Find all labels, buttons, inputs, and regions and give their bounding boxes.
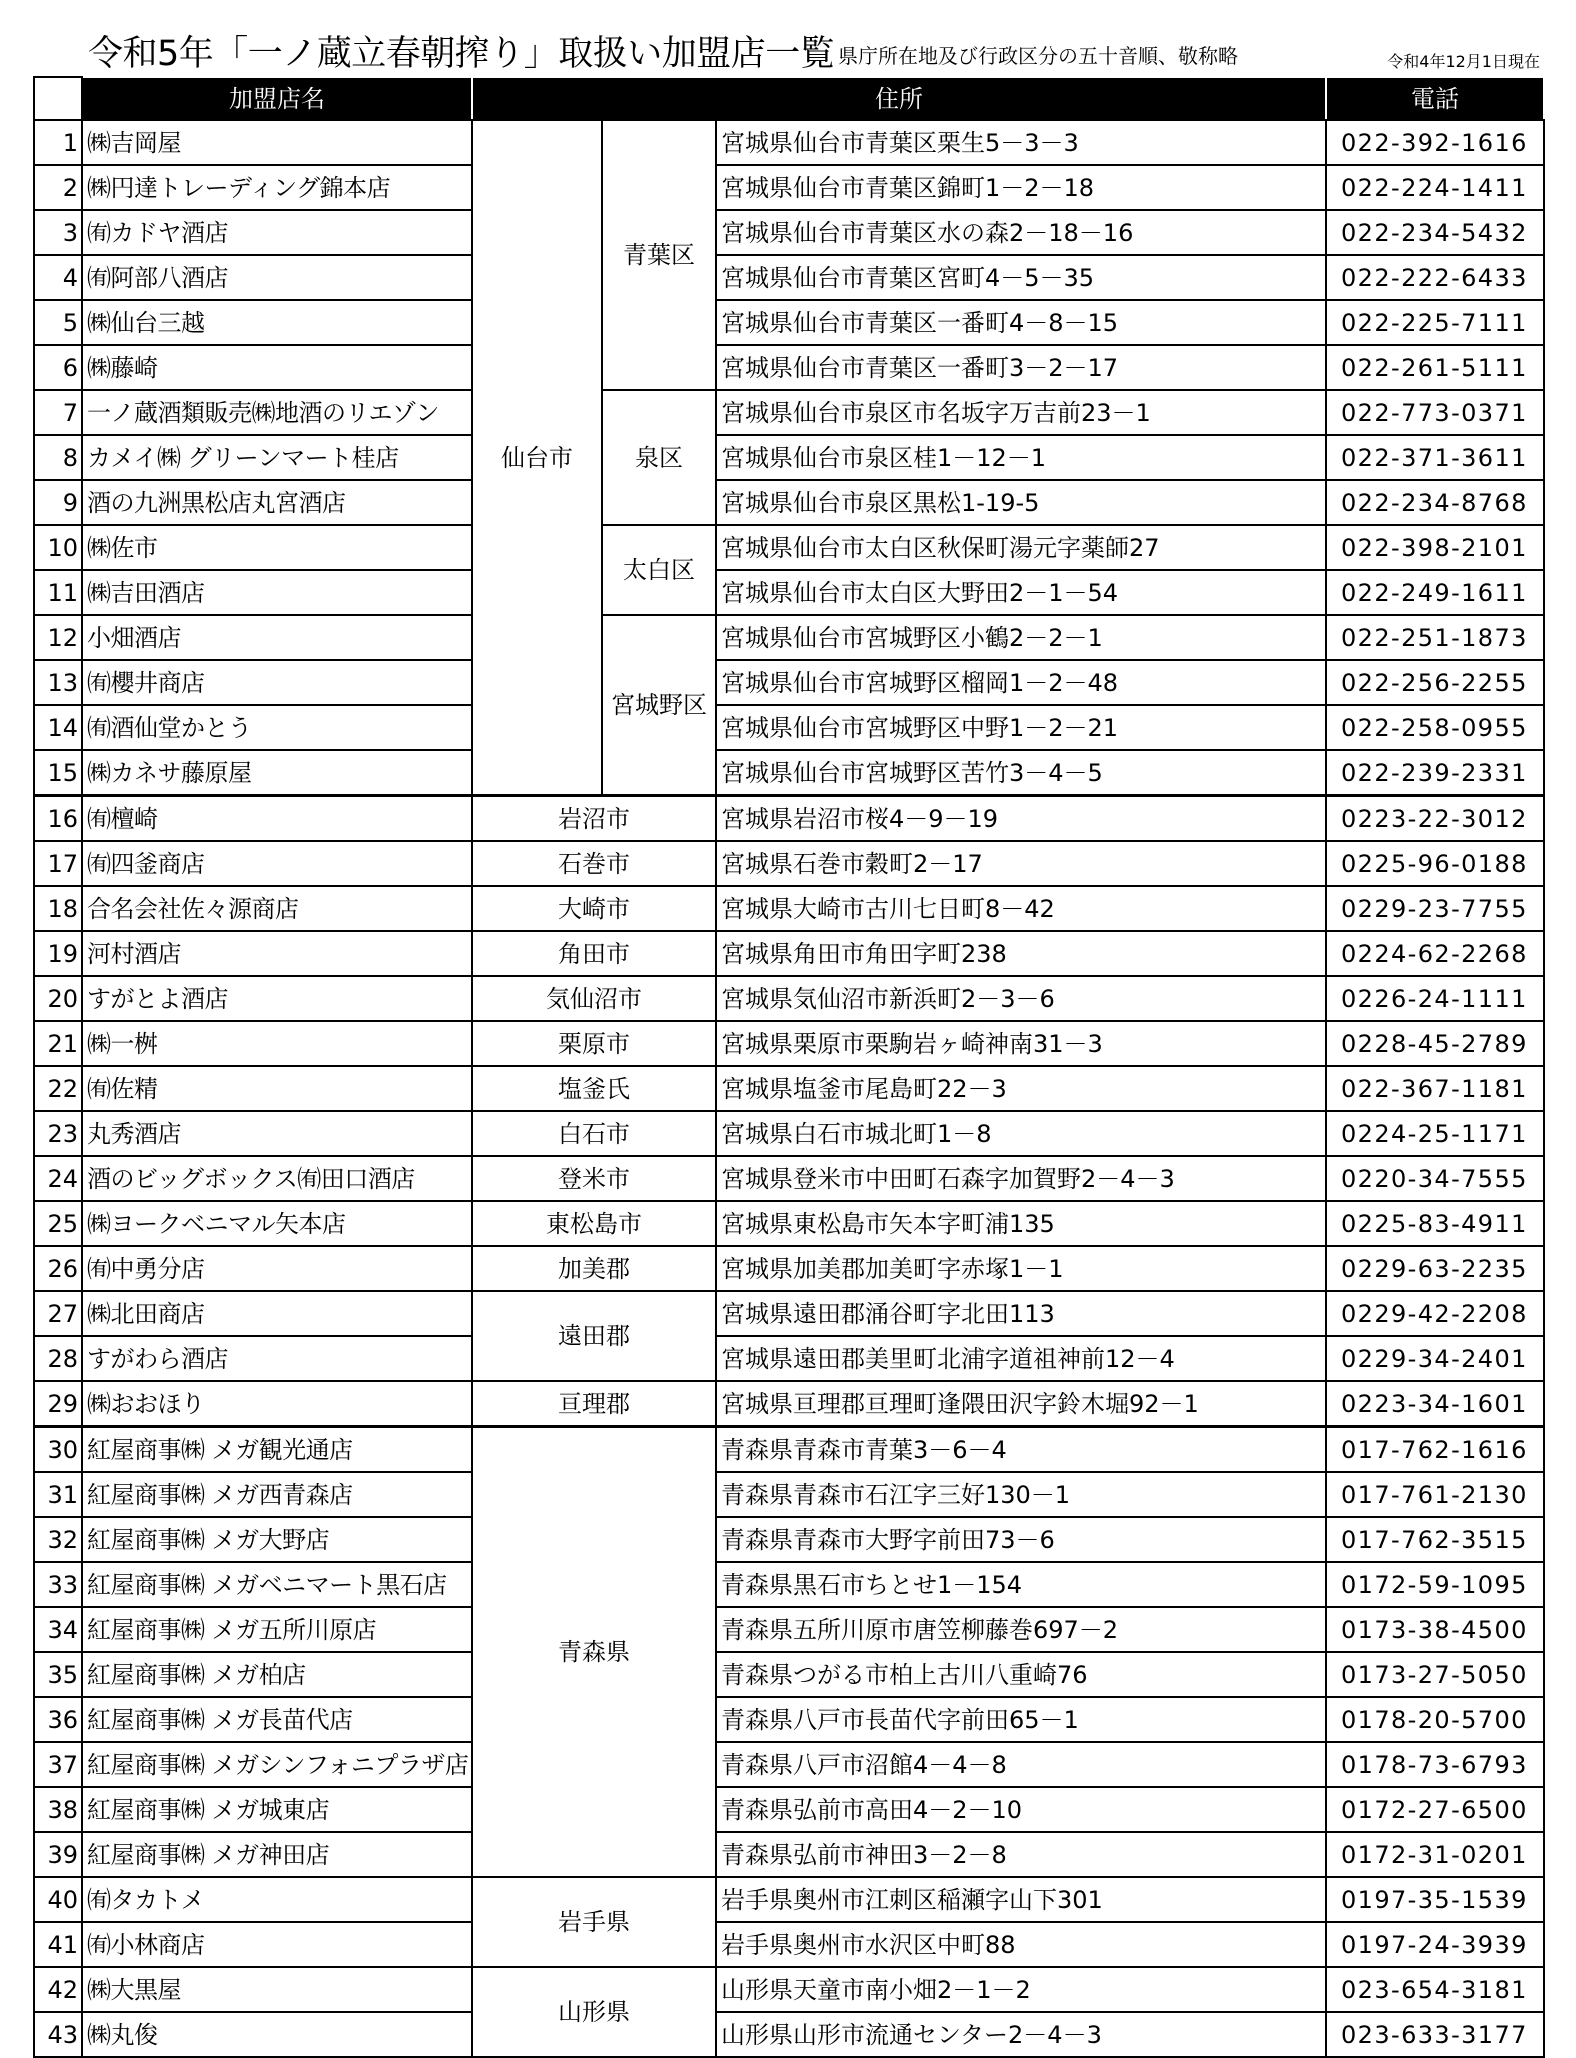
row-number: 22 — [34, 1066, 82, 1111]
row-number: 38 — [34, 1787, 82, 1832]
header-phone: 電話 — [1326, 77, 1544, 120]
row-number: 28 — [34, 1336, 82, 1381]
row-number: 39 — [34, 1832, 82, 1877]
table-row — [34, 1607, 1544, 1652]
row-number: 6 — [34, 345, 82, 390]
store-name: ㈲酒仙堂かとう — [82, 705, 472, 750]
store-address: 宮城県仙台市太白区大野田2－1－54 — [716, 570, 1326, 615]
store-name: ㈱一桝 — [82, 1021, 472, 1066]
store-name: ㈲檀崎 — [82, 796, 472, 842]
store-address: 宮城県仙台市宮城野区苦竹3－4－5 — [716, 750, 1326, 796]
store-address: 宮城県石巻市穀町2－17 — [716, 841, 1326, 886]
store-phone: 0225-83-4911 — [1326, 1201, 1544, 1246]
store-phone: 022-367-1181 — [1326, 1066, 1544, 1111]
store-phone: 022-392-1616 — [1326, 120, 1544, 165]
row-number: 30 — [34, 1427, 82, 1473]
store-address: 宮城県気仙沼市新浜町2－3－6 — [716, 976, 1326, 1021]
table-row — [34, 525, 1544, 570]
table-row — [34, 165, 1544, 210]
sort-note: 県庁所在地及び行政区分の五十音順、敬称略 — [838, 44, 1238, 68]
row-number: 42 — [34, 1967, 82, 2012]
store-address: 宮城県仙台市太白区秋保町湯元字薬師27 — [716, 525, 1326, 570]
store-address: 宮城県角田市角田字町238 — [716, 931, 1326, 976]
store-address: 宮城県仙台市泉区市名坂字万吉前23－1 — [716, 390, 1326, 435]
store-phone: 0220-34-7555 — [1326, 1156, 1544, 1201]
store-address: 宮城県遠田郡美里町北浦字道祖神前12－4 — [716, 1336, 1326, 1381]
store-name: 紅屋商事㈱ メガ観光通店 — [82, 1427, 472, 1473]
table-header-row — [34, 77, 1544, 120]
row-number: 15 — [34, 750, 82, 796]
store-phone: 0172-31-0201 — [1326, 1832, 1544, 1877]
store-name: 紅屋商事㈱ メガ城東店 — [82, 1787, 472, 1832]
store-phone: 022-371-3611 — [1326, 435, 1544, 480]
area-cell: 太白区 — [602, 525, 716, 615]
store-name: ㈱大黒屋 — [82, 1967, 472, 2012]
store-phone: 017-762-3515 — [1326, 1517, 1544, 1562]
table-row — [34, 1967, 1544, 2012]
row-number: 23 — [34, 1111, 82, 1156]
store-address: 宮城県岩沼市桜4－9－19 — [716, 796, 1326, 842]
table-row — [34, 976, 1544, 1021]
store-name: 紅屋商事㈱ メガ大野店 — [82, 1517, 472, 1562]
area-cell: 石巻市 — [472, 841, 716, 886]
store-name: ㈱円達トレーディング錦本店 — [82, 165, 472, 210]
store-phone: 022-234-8768 — [1326, 480, 1544, 525]
store-name: ㈲阿部八酒店 — [82, 255, 472, 300]
area-cell: 亘理郡 — [472, 1381, 716, 1427]
store-address: 青森県青森市石江字三好130－1 — [716, 1472, 1326, 1517]
store-phone: 022-773-0371 — [1326, 390, 1544, 435]
store-phone: 0178-20-5700 — [1326, 1697, 1544, 1742]
row-number: 33 — [34, 1562, 82, 1607]
row-number: 31 — [34, 1472, 82, 1517]
row-number: 26 — [34, 1246, 82, 1291]
store-phone: 022-261-5111 — [1326, 345, 1544, 390]
store-address: 宮城県塩釜市尾島町22－3 — [716, 1066, 1326, 1111]
area-cell: 角田市 — [472, 931, 716, 976]
store-address: 宮城県東松島市矢本字町浦135 — [716, 1201, 1326, 1246]
area-cell: 山形県 — [472, 1967, 716, 2057]
area-cell: 栗原市 — [472, 1021, 716, 1066]
area-cell: 気仙沼市 — [472, 976, 716, 1021]
row-number: 36 — [34, 1697, 82, 1742]
header-no — [34, 77, 82, 120]
store-name: 紅屋商事㈱ メガ西青森店 — [82, 1472, 472, 1517]
store-name: すがわら酒店 — [82, 1336, 472, 1381]
store-address: 宮城県白石市城北町1－8 — [716, 1111, 1326, 1156]
store-phone: 022-224-1411 — [1326, 165, 1544, 210]
store-phone: 022-222-6433 — [1326, 255, 1544, 300]
store-name: ㈱ヨークベニマル矢本店 — [82, 1201, 472, 1246]
table-row — [34, 255, 1544, 300]
area-cell: 青森県 — [472, 1427, 716, 1878]
store-phone: 022-251-1873 — [1326, 615, 1544, 660]
store-address: 宮城県仙台市青葉区一番町3－2－17 — [716, 345, 1326, 390]
store-name: ㈲タカトメ — [82, 1877, 472, 1922]
store-name: ㈲カドヤ酒店 — [82, 210, 472, 255]
row-number: 27 — [34, 1291, 82, 1336]
table-row — [34, 1201, 1544, 1246]
row-number: 5 — [34, 300, 82, 345]
table-row — [34, 1381, 1544, 1427]
store-name: ㈱カネサ藤原屋 — [82, 750, 472, 796]
row-number: 37 — [34, 1742, 82, 1787]
store-phone: 0229-63-2235 — [1326, 1246, 1544, 1291]
table-row — [34, 931, 1544, 976]
store-name: 紅屋商事㈱ メガ長苗代店 — [82, 1697, 472, 1742]
table-body — [34, 120, 1544, 2057]
store-name: ㈲佐精 — [82, 1066, 472, 1111]
table-row — [34, 1787, 1544, 1832]
row-number: 1 — [34, 120, 82, 165]
store-address: 山形県天童市南小畑2－1－2 — [716, 1967, 1326, 2012]
store-phone: 0224-25-1171 — [1326, 1111, 1544, 1156]
store-phone: 022-234-5432 — [1326, 210, 1544, 255]
store-name: ㈱藤崎 — [82, 345, 472, 390]
store-address: 宮城県加美郡加美町字赤塚1－1 — [716, 1246, 1326, 1291]
row-number: 19 — [34, 931, 82, 976]
table-row — [34, 750, 1544, 796]
store-address: 宮城県遠田郡涌谷町字北田113 — [716, 1291, 1326, 1336]
area-cell: 登米市 — [472, 1156, 716, 1201]
store-name: 小畑酒店 — [82, 615, 472, 660]
store-phone: 017-762-1616 — [1326, 1427, 1544, 1473]
table-row — [34, 1652, 1544, 1697]
table-row — [34, 1472, 1544, 1517]
area-cell: 大崎市 — [472, 886, 716, 931]
store-phone: 022-258-0955 — [1326, 705, 1544, 750]
header-name: 加盟店名 — [82, 77, 472, 120]
row-number: 21 — [34, 1021, 82, 1066]
table-row — [34, 1021, 1544, 1066]
area-cell: 泉区 — [602, 390, 716, 525]
store-phone: 022-249-1611 — [1326, 570, 1544, 615]
area-cell: 白石市 — [472, 1111, 716, 1156]
store-address: 宮城県仙台市泉区桂1－12－1 — [716, 435, 1326, 480]
store-address: 山形県山形市流通センター2－4－3 — [716, 2012, 1326, 2057]
store-address: 宮城県仙台市青葉区一番町4－8－15 — [716, 300, 1326, 345]
store-phone: 0226-24-1111 — [1326, 976, 1544, 1021]
table-row — [34, 660, 1544, 705]
row-number: 2 — [34, 165, 82, 210]
table-row — [34, 1291, 1544, 1336]
area-cell: 遠田郡 — [472, 1291, 716, 1381]
table-row — [34, 120, 1544, 165]
table-row — [34, 1877, 1544, 1922]
store-phone: 023-654-3181 — [1326, 1967, 1544, 2012]
store-address: 宮城県仙台市青葉区宮町4－5－35 — [716, 255, 1326, 300]
store-name: 紅屋商事㈱ メガ五所川原店 — [82, 1607, 472, 1652]
table-row — [34, 390, 1544, 435]
row-number: 34 — [34, 1607, 82, 1652]
table-row — [34, 841, 1544, 886]
store-name: ㈱丸俊 — [82, 2012, 472, 2057]
store-address: 宮城県仙台市宮城野区中野1－2－21 — [716, 705, 1326, 750]
table-row — [34, 796, 1544, 842]
area-cell: 岩沼市 — [472, 796, 716, 842]
row-number: 32 — [34, 1517, 82, 1562]
store-name: ㈲小林商店 — [82, 1922, 472, 1967]
store-name: 丸秀酒店 — [82, 1111, 472, 1156]
table-row — [34, 1156, 1544, 1201]
store-name: 河村酒店 — [82, 931, 472, 976]
row-number: 35 — [34, 1652, 82, 1697]
store-address: 青森県八戸市沼館4－4－8 — [716, 1742, 1326, 1787]
store-address: 青森県青森市大野字前田73－6 — [716, 1517, 1326, 1562]
row-number: 10 — [34, 525, 82, 570]
store-address: 青森県青森市青葉3－6－4 — [716, 1427, 1326, 1473]
table-row — [34, 435, 1544, 480]
store-phone: 022-256-2255 — [1326, 660, 1544, 705]
area-cell: 仙台市 — [472, 120, 602, 796]
store-phone: 0224-62-2268 — [1326, 931, 1544, 976]
store-phone: 0173-38-4500 — [1326, 1607, 1544, 1652]
store-address: 岩手県奥州市水沢区中町88 — [716, 1922, 1326, 1967]
row-number: 20 — [34, 976, 82, 1021]
store-phone: 0223-22-3012 — [1326, 796, 1544, 842]
table-row — [34, 345, 1544, 390]
row-number: 40 — [34, 1877, 82, 1922]
table-row — [34, 1066, 1544, 1111]
area-cell: 岩手県 — [472, 1877, 716, 1967]
store-address: 宮城県仙台市青葉区錦町1－2－18 — [716, 165, 1326, 210]
row-number: 14 — [34, 705, 82, 750]
store-phone: 0178-73-6793 — [1326, 1742, 1544, 1787]
area-cell: 加美郡 — [472, 1246, 716, 1291]
store-address: 宮城県仙台市宮城野区小鶴2－2－1 — [716, 615, 1326, 660]
row-number: 29 — [34, 1381, 82, 1427]
store-phone: 0197-24-3939 — [1326, 1922, 1544, 1967]
row-number: 7 — [34, 390, 82, 435]
store-address: 青森県八戸市長苗代字前田65－1 — [716, 1697, 1326, 1742]
row-number: 16 — [34, 796, 82, 842]
table-row — [34, 886, 1544, 931]
table-row — [34, 1111, 1544, 1156]
store-name: 紅屋商事㈱ メガシンフォニプラザ店 — [82, 1742, 472, 1787]
store-phone: 0229-34-2401 — [1326, 1336, 1544, 1381]
row-number: 43 — [34, 2012, 82, 2057]
store-phone: 0229-42-2208 — [1326, 1291, 1544, 1336]
store-phone: 0172-27-6500 — [1326, 1787, 1544, 1832]
table-row — [34, 1517, 1544, 1562]
as-of-date: 令和4年12月1日現在 — [1387, 52, 1540, 71]
table-row — [34, 210, 1544, 255]
store-phone: 022-239-2331 — [1326, 750, 1544, 796]
row-number: 18 — [34, 886, 82, 931]
table-row — [34, 2012, 1544, 2057]
store-name: カメイ㈱ グリーンマート桂店 — [82, 435, 472, 480]
table-row — [34, 1922, 1544, 1967]
store-name: ㈲中勇分店 — [82, 1246, 472, 1291]
store-address: 宮城県仙台市宮城野区榴岡1－2－48 — [716, 660, 1326, 705]
header-address: 住所 — [472, 77, 1326, 120]
area-cell: 東松島市 — [472, 1201, 716, 1246]
table-row — [34, 300, 1544, 345]
table-row — [34, 480, 1544, 525]
table-row — [34, 1562, 1544, 1607]
table-row — [34, 1336, 1544, 1381]
store-address: 宮城県仙台市青葉区水の森2－18－16 — [716, 210, 1326, 255]
store-name: 紅屋商事㈱ メガ神田店 — [82, 1832, 472, 1877]
store-name: ㈱仙台三越 — [82, 300, 472, 345]
store-phone: 0197-35-1539 — [1326, 1877, 1544, 1922]
table-row — [34, 705, 1544, 750]
row-number: 25 — [34, 1201, 82, 1246]
store-address: 岩手県奥州市江刺区稲瀬字山下301 — [716, 1877, 1326, 1922]
row-number: 12 — [34, 615, 82, 660]
store-phone: 023-633-3177 — [1326, 2012, 1544, 2057]
table-row — [34, 1697, 1544, 1742]
store-phone: 0223-34-1601 — [1326, 1381, 1544, 1427]
store-name: 紅屋商事㈱ メガ柏店 — [82, 1652, 472, 1697]
row-number: 13 — [34, 660, 82, 705]
row-number: 8 — [34, 435, 82, 480]
store-phone: 0172-59-1095 — [1326, 1562, 1544, 1607]
table-row — [34, 1832, 1544, 1877]
store-address: 青森県つがる市柏上古川八重崎76 — [716, 1652, 1326, 1697]
store-name: ㈱おおほり — [82, 1381, 472, 1427]
table-row — [34, 1427, 1544, 1473]
store-address: 青森県弘前市神田3－2－8 — [716, 1832, 1326, 1877]
store-address: 宮城県亘理郡亘理町逢隈田沢字鈴木堀92－1 — [716, 1381, 1326, 1427]
store-address: 宮城県大崎市古川七日町8－42 — [716, 886, 1326, 931]
store-address: 青森県弘前市高田4－2－10 — [716, 1787, 1326, 1832]
row-number: 4 — [34, 255, 82, 300]
store-address: 宮城県栗原市栗駒岩ヶ崎神南31－3 — [716, 1021, 1326, 1066]
store-name: 酒のビッグボックス㈲田口酒店 — [82, 1156, 472, 1201]
store-name: すがとよ酒店 — [82, 976, 472, 1021]
store-address: 宮城県登米市中田町石森字加賀野2－4－3 — [716, 1156, 1326, 1201]
row-number: 17 — [34, 841, 82, 886]
row-number: 41 — [34, 1922, 82, 1967]
row-number: 3 — [34, 210, 82, 255]
store-table — [33, 76, 1545, 2058]
table-row — [34, 615, 1544, 660]
store-address: 青森県五所川原市唐笠柳藤巻697－2 — [716, 1607, 1326, 1652]
table-row — [34, 570, 1544, 615]
area-cell: 塩釜氏 — [472, 1066, 716, 1111]
store-phone: 0173-27-5050 — [1326, 1652, 1544, 1697]
store-phone: 022-225-7111 — [1326, 300, 1544, 345]
store-name: ㈱佐市 — [82, 525, 472, 570]
store-phone: 022-398-2101 — [1326, 525, 1544, 570]
store-name: 紅屋商事㈱ メガベニマート黒石店 — [82, 1562, 472, 1607]
table-row — [34, 1742, 1544, 1787]
store-phone: 017-761-2130 — [1326, 1472, 1544, 1517]
store-phone: 0228-45-2789 — [1326, 1021, 1544, 1066]
store-phone: 0225-96-0188 — [1326, 841, 1544, 886]
store-address: 宮城県仙台市青葉区栗生5－3－3 — [716, 120, 1326, 165]
area-cell: 宮城野区 — [602, 615, 716, 796]
store-name: ㈲櫻井商店 — [82, 660, 472, 705]
store-name: ㈱吉田酒店 — [82, 570, 472, 615]
store-name: 酒の九洲黒松店丸宮酒店 — [82, 480, 472, 525]
store-name: ㈲四釜商店 — [82, 841, 472, 886]
table-row — [34, 1246, 1544, 1291]
store-address: 青森県黒石市ちとせ1－154 — [716, 1562, 1326, 1607]
store-address: 宮城県仙台市泉区黒松1-19-5 — [716, 480, 1326, 525]
store-name: ㈱吉岡屋 — [82, 120, 472, 165]
store-name: ㈱北田商店 — [82, 1291, 472, 1336]
row-number: 24 — [34, 1156, 82, 1201]
row-number: 11 — [34, 570, 82, 615]
store-name: 一ノ蔵酒類販売㈱地酒のリエゾン — [82, 390, 472, 435]
store-phone: 0229-23-7755 — [1326, 886, 1544, 931]
row-number: 9 — [34, 480, 82, 525]
store-name: 合名会社佐々源商店 — [82, 886, 472, 931]
page-title: 令和5年「一ノ蔵立春朝搾り」取扱い加盟店一覧 — [88, 34, 835, 74]
area-cell: 青葉区 — [602, 120, 716, 390]
